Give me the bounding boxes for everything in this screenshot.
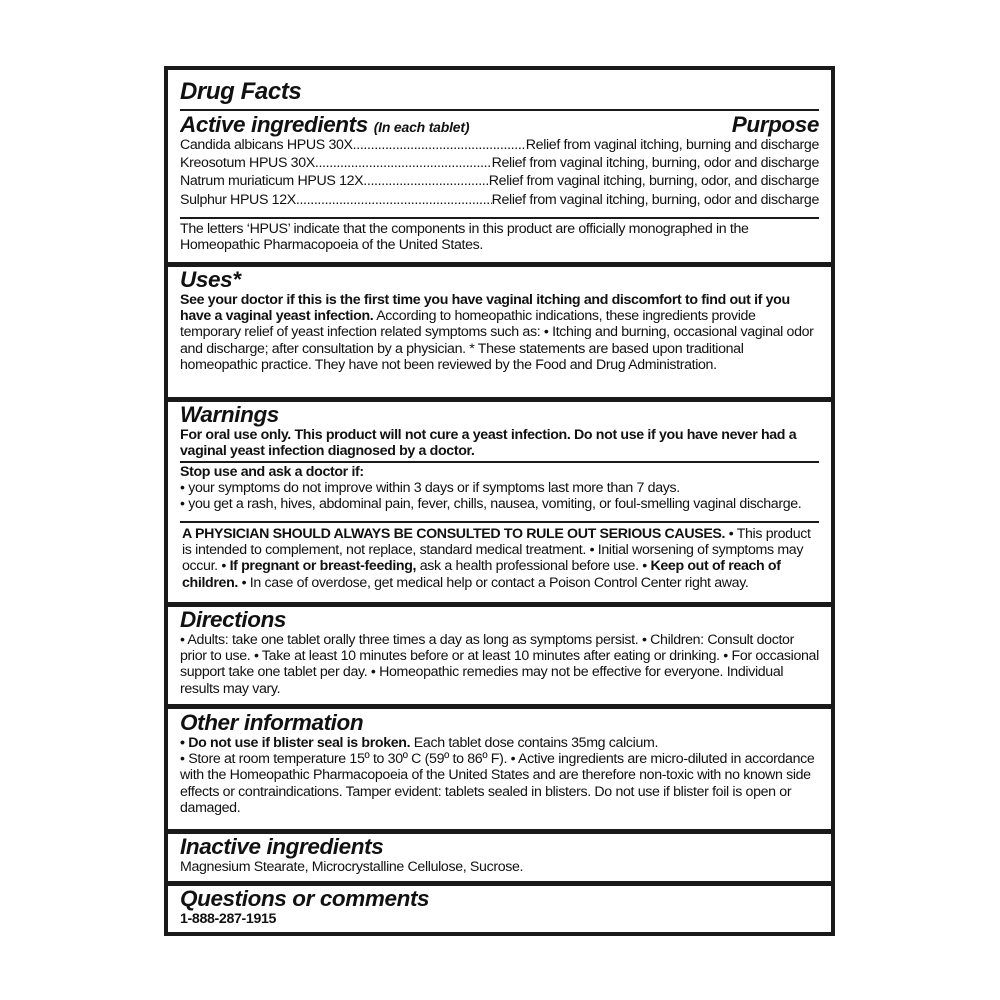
leader-dots	[363, 172, 489, 190]
divider	[180, 217, 819, 219]
leader-dots	[353, 136, 526, 154]
inactive-ingredients-text: Magnesium Stearate, Microcrystalline Cellulose, Sucrose.	[180, 859, 524, 875]
ingredient-purpose: Relief from vaginal itching, burning, odor, and discharge	[488, 173, 819, 190]
directions-section	[180, 608, 819, 703]
active-ingredients-subheading: (In each tablet)	[373, 119, 470, 135]
divider	[180, 521, 819, 523]
warnings-section	[180, 403, 819, 463]
ingredient-name: Kreosotum HPUS 30X	[180, 155, 315, 172]
physician-bold: A PHYSICIAN SHOULD ALWAYS BE CONSULTED TO RULE OUT SERIOUS CAUSES.	[182, 526, 726, 542]
ingredient-purpose: Relief from vaginal itching, burning and discharge	[525, 137, 819, 153]
questions-phone: 1-888-287-1915	[180, 911, 277, 927]
ingredient-name: Sulphur HPUS 12X	[180, 191, 296, 208]
ingredient-row	[180, 191, 819, 209]
directions-text: • Adults: take one tablet orally three times a day as long as symptoms persist. • Children: Consult doctor prior to use. • Take at least 10 minutes before or at least 10 minutes after eating or drinking. • For occasional support take one tablet per day. • Homeopathic remedies may not be effective for everyone. Individual results may vary.	[180, 632, 819, 697]
active-ingredients-section	[180, 113, 819, 215]
stop-use-item: • your symptoms do not improve within 3 days or if symptoms last more than 7 days.	[180, 480, 680, 497]
children-bold: Keep out of reach of children.	[182, 558, 781, 591]
other-information-text: • Store at room temperature 15º to 30º C (59º to 86º F). • Active ingredients are micro-diluted in accordance with the Homeopathic Pharmacopoeia of the United States and are therefore non-toxic with no known side effects or contraindications. Tamper evident: tablets sealed in blisters. Do not use if blister foil is open or damaged.	[180, 751, 815, 816]
other-line1-rest: Each tablet dose contains 35mg calcium.	[410, 735, 659, 751]
uses-body: According to homeopathic indications, these ingredients provide temporary relief of yeast infection related symptoms such as: • Itching and burning, occasional vaginal odor and discharge; after consultation by a physician. * These statements are based upon traditional homeopathic practice. They have not been reviewed by the Food and Drug Administration.	[180, 308, 814, 373]
stop-use-heading: Stop use and ask a doctor if:	[180, 464, 364, 480]
section-divider	[168, 602, 831, 607]
drug-facts-panel	[164, 66, 835, 936]
other-bold-lead: Do not use if blister seal is broken.	[188, 735, 411, 751]
section-divider	[168, 881, 831, 886]
other-information-heading: Other information	[180, 711, 364, 735]
pregnant-text: ask a health professional before use. •	[416, 558, 651, 575]
overdose-text: • In case of overdose, get medical help or contact a Poison Control Center right away.	[237, 574, 749, 591]
leader-dots	[296, 191, 492, 209]
ingredient-purpose: Relief from vaginal itching, burning, odor and discharge	[491, 191, 819, 208]
divider	[180, 109, 819, 111]
uses-bold-lead: See your doctor if this is the first time you have vaginal itching and discomfort to find out if you have a vaginal yeast infection.	[180, 292, 790, 325]
stop-use-item: • you get a rash, hives, abdominal pain, fever, chills, nausea, vomiting, or foul-smelling vaginal discharge.	[180, 496, 802, 513]
other-information-section	[180, 711, 819, 828]
ingredient-name: Natrum muriaticum HPUS 12X	[180, 173, 364, 190]
physician-text: • This product is intended to complement, not replace, standard medical treatment. • Initial worsening of symptoms may occur. •	[182, 526, 811, 575]
stop-use-section	[180, 464, 819, 516]
section-divider	[168, 829, 831, 834]
uses-section	[180, 268, 819, 396]
drug-facts-title-section	[180, 78, 819, 108]
hpus-note: The letters ‘HPUS’ indicate that the components in this product are officially monographed in the Homeopathic Pharmacopoeia of the United States.	[180, 221, 749, 254]
other-information-line1	[180, 735, 819, 751]
active-ingredients-title: Active ingredients	[180, 113, 368, 137]
warnings-bold-lead: For oral use only. This product will not cure a yeast infection. Do not use if you have never had a vaginal yeast infection diagnosed by a doctor.	[180, 427, 797, 460]
leader-dots	[315, 154, 492, 172]
section-divider	[168, 704, 831, 709]
directions-heading: Directions	[180, 608, 287, 632]
uses-text	[180, 292, 819, 373]
ingredient-row	[180, 154, 819, 172]
pregnant-bold: If pregnant or breast-feeding,	[229, 558, 417, 575]
bullet: •	[180, 735, 189, 751]
ingredient-row	[180, 172, 819, 190]
drug-facts-title: Drug Facts	[180, 78, 302, 105]
ingredient-name: Candida albicans HPUS 30X	[180, 137, 353, 153]
purpose-heading: Purpose	[731, 113, 819, 137]
section-divider	[168, 262, 831, 267]
ingredient-list	[180, 136, 819, 209]
questions-heading: Questions or comments	[180, 887, 430, 911]
inactive-ingredients-heading: Inactive ingredients	[180, 835, 384, 859]
divider	[180, 461, 819, 463]
inactive-ingredients-section	[180, 835, 819, 880]
questions-section	[180, 887, 819, 932]
ingredient-row	[180, 136, 819, 154]
drug-facts-inner	[180, 70, 819, 932]
ingredient-purpose: Relief from vaginal itching, burning, odor and discharge	[491, 155, 819, 172]
uses-heading: Uses*	[180, 268, 241, 292]
warnings-heading: Warnings	[180, 403, 279, 427]
physician-warning	[180, 526, 819, 600]
section-divider	[168, 397, 831, 402]
